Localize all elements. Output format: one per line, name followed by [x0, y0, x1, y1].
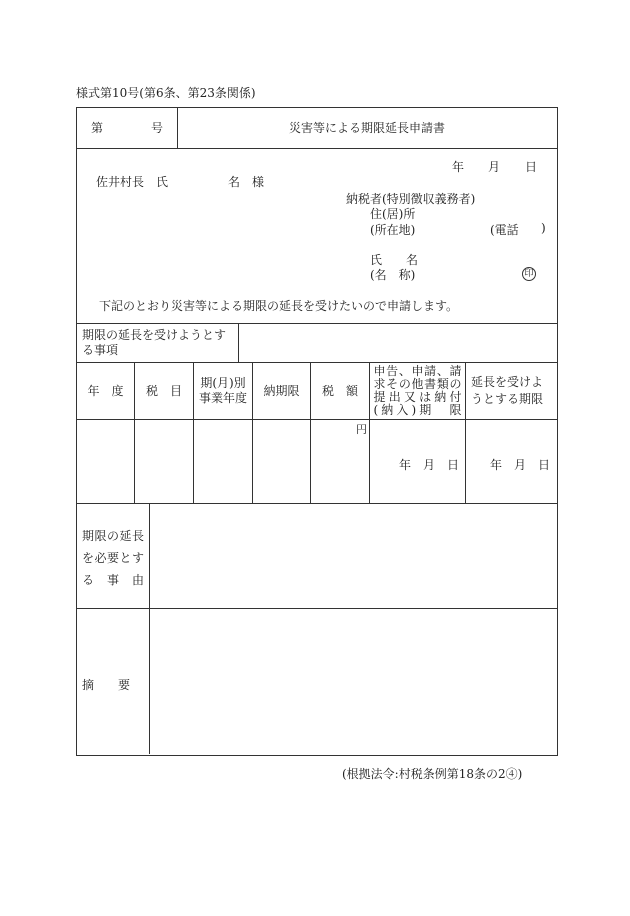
name-label: 氏 名 — [370, 253, 419, 267]
addressee: 佐井村長 氏 名 様 — [96, 175, 265, 189]
yen-unit: 円 — [356, 423, 367, 436]
subject-vline — [238, 323, 239, 362]
document-title: 災害等による期限延長申請書 — [288, 121, 445, 135]
label-column-vline — [149, 503, 150, 754]
date-year: 年 — [452, 160, 465, 174]
extended-deadline-date: 年 月 日 — [490, 458, 551, 472]
col-period: 期(月)別事業年度 — [198, 376, 247, 405]
legal-basis-note: (根拠法令:村税条例第18条の2④) — [342, 767, 523, 781]
applicant-divider — [76, 323, 557, 324]
extension-subject-label: 期限の延長を受けようとする事項 — [82, 328, 227, 357]
document-number-label: 第 号 — [90, 121, 163, 135]
reason-label: 期限の延長を必要とする事由 — [82, 529, 144, 587]
date-month: 月 — [488, 160, 501, 174]
col-tax-item: 税 目 — [145, 384, 182, 398]
date-day: 日 — [525, 160, 538, 174]
remarks-label: 摘 要 — [82, 678, 131, 692]
form-number-label: 様式第10号(第6条、第23条関係) — [76, 86, 256, 100]
col-payment-deadline: 納期限 — [263, 384, 300, 398]
filing-deadline-date: 年 月 日 — [399, 458, 460, 472]
seal-mark: 印 — [522, 267, 536, 281]
title-label: (名 称) — [370, 268, 416, 282]
phone-close: ) — [541, 221, 546, 235]
col-tax-amount: 税 額 — [321, 384, 358, 398]
col-fiscal-year: 年 度 — [87, 384, 124, 398]
col-extended-deadline: 延長を受けようとする期限 — [471, 375, 544, 406]
taxpayer-label: 納税者(特別徴収義務者) — [346, 192, 476, 206]
address-label: 住(居)所 — [370, 207, 416, 221]
table-header-divider — [76, 419, 557, 420]
application-statement: 下記のとおり災害等による期限の延長を受けたいので申請します。 — [99, 299, 459, 313]
location-label: (所在地) — [370, 223, 416, 237]
phone-label: (電話 — [490, 223, 519, 237]
col-filing-deadline: 申告、申請、請求その他書類の提出又は納付(納入)期 限 — [373, 364, 462, 417]
header-divider — [76, 148, 557, 149]
